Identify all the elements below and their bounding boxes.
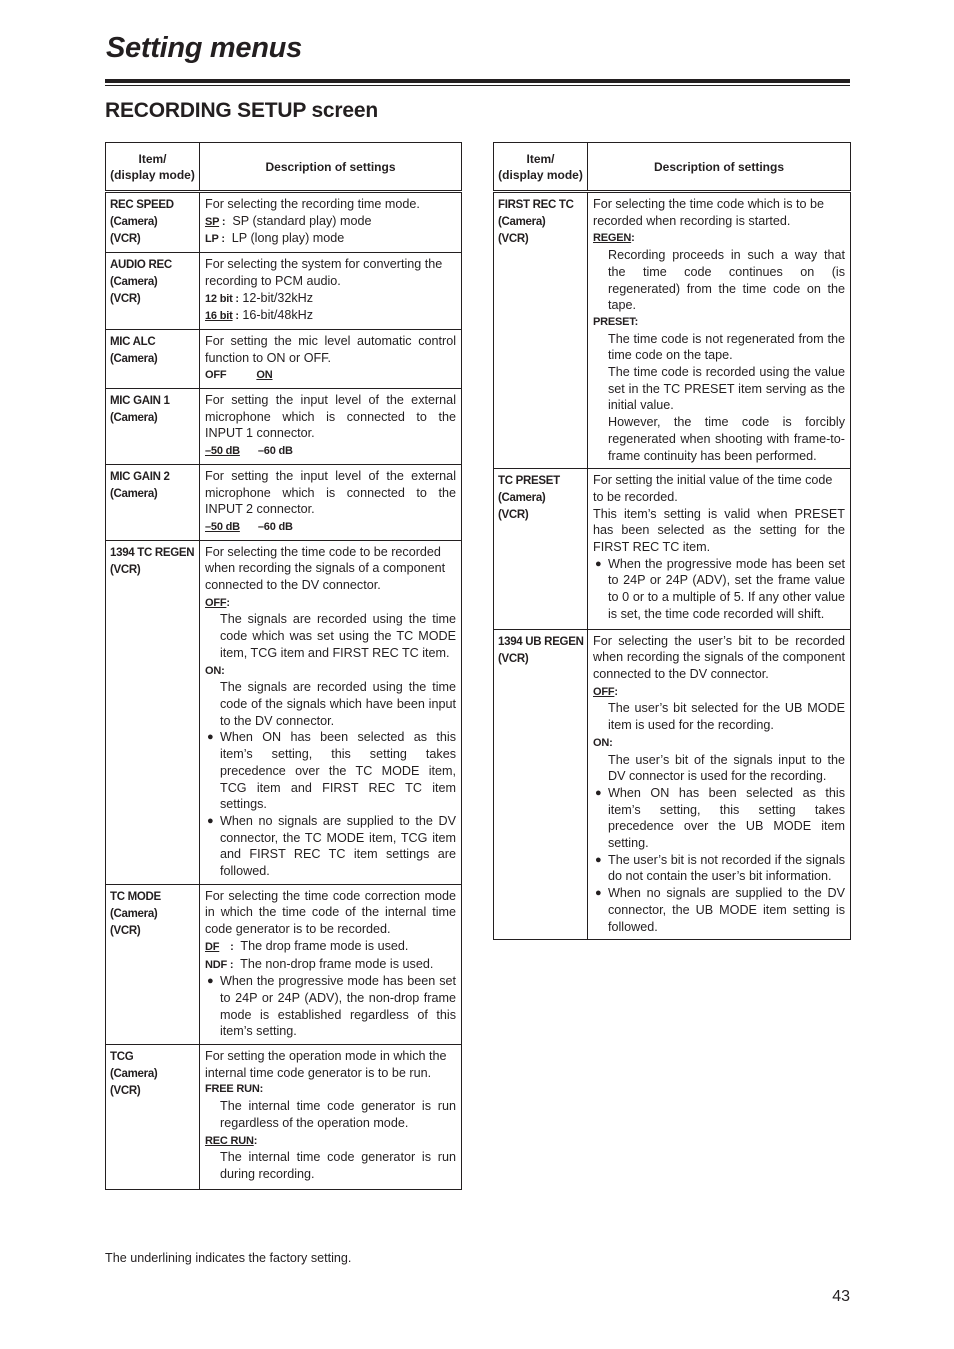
title-rule-thick xyxy=(105,79,850,83)
description-cell xyxy=(200,253,462,330)
item-mode: (Camera) xyxy=(498,216,546,228)
item-name: MIC ALC xyxy=(110,335,156,348)
table-row-mic-gain-2 xyxy=(106,464,462,540)
option-text: The non-drop frame mode is used. xyxy=(240,956,434,971)
option-text: 12-bit/32kHz xyxy=(242,290,314,305)
description-cell xyxy=(200,389,462,465)
description-text: For setting the operation mode in which the internal time code generator is to be run. xyxy=(205,1049,447,1080)
bullet-text: When ON has been selected as this item’s setting, this setting takes precedence over the TC MODE item, TCG item and FIRST REC TC item settings. xyxy=(220,730,456,812)
option-off-default: OFF xyxy=(593,685,615,698)
bullet-item xyxy=(205,729,456,813)
item-cell xyxy=(106,253,200,330)
description-cell xyxy=(200,464,462,540)
table-row-first-rec-tc xyxy=(494,192,851,469)
description-note: This item’s setting is valid when PRESET has been selected as the setting for the FIRST REC TC item. xyxy=(593,506,845,555)
title-rule-thin xyxy=(105,85,850,86)
option-heading: PRESET: xyxy=(593,315,639,328)
option-rec-run-default: REC RUN xyxy=(205,1134,254,1147)
option-text: SP (standard play) mode xyxy=(232,213,372,228)
option-text: The signals are recorded using the time code of the signals which have been input to the DV connector. xyxy=(220,680,456,728)
item-mode: (Camera) xyxy=(110,276,158,289)
bullet-item xyxy=(593,852,845,885)
item-mode: (VCR) xyxy=(110,1085,141,1098)
bullet-text: When no signals are supplied to the DV connector, the UB MODE item setting is followed. xyxy=(608,886,845,934)
item-cell xyxy=(494,192,588,469)
option-separator: : xyxy=(219,215,226,228)
option-line xyxy=(205,442,456,460)
item-name: REC SPEED xyxy=(110,199,174,211)
option-colon: : xyxy=(221,664,225,677)
table-header-row xyxy=(494,143,851,192)
description-text: For selecting the system for converting the recording to PCM audio. xyxy=(205,257,443,288)
item-mode: (Camera) xyxy=(110,1068,158,1081)
option-separator: : xyxy=(232,310,239,323)
table-row-audio-rec xyxy=(106,253,462,330)
item-cell xyxy=(494,629,588,940)
option-line xyxy=(205,956,456,974)
option-text: The internal time code generator is run during recording. xyxy=(220,1150,456,1181)
option-heading xyxy=(205,594,456,612)
item-mode: (VCR) xyxy=(110,924,141,937)
option-text: The drop frame mode is used. xyxy=(240,938,409,953)
option-50db-default: –50 dB xyxy=(205,445,240,458)
header-description: Description of settings xyxy=(200,143,462,192)
option-line xyxy=(205,366,456,384)
item-cell xyxy=(106,540,200,884)
item-mode: (VCR) xyxy=(110,293,141,306)
option-line xyxy=(205,213,456,231)
option-text: The user’s bit selected for the UB MODE item is used for the recording. xyxy=(608,701,845,733)
bullet-item xyxy=(205,813,456,880)
description-cell xyxy=(200,329,462,388)
option-key: LP xyxy=(205,233,219,246)
bullet-text: When the progressive mode has been set to 24P or 24P (ADV), the non-drop frame mode is established regardless of this item’s setting. xyxy=(220,974,456,1039)
header-item: Item/ (display mode) xyxy=(494,143,588,192)
option-separator: : xyxy=(218,233,225,246)
option-line xyxy=(205,938,456,956)
settings-table-left xyxy=(105,142,462,1190)
item-mode: (VCR) xyxy=(498,509,529,522)
option-text: LP (long play) mode xyxy=(231,231,345,246)
description-text: For setting the input level of the external microphone which is connected to the INPUT 2 connector. xyxy=(205,468,456,517)
item-mode: (VCR) xyxy=(498,652,529,665)
option-on: ON xyxy=(205,664,222,677)
option-60db: –60 dB xyxy=(257,445,293,458)
item-mode: (VCR) xyxy=(498,233,529,245)
section-title: RECORDING SETUP screen xyxy=(105,99,378,122)
description-cell xyxy=(588,629,851,940)
table-row-mic-gain-1 xyxy=(106,389,462,465)
item-name: MIC GAIN 2 xyxy=(110,470,170,483)
page-title: Setting menus xyxy=(106,32,302,64)
item-cell xyxy=(106,884,200,1044)
option-key-default: SP xyxy=(205,215,220,228)
header-item: Item/ (display mode) xyxy=(106,143,200,192)
item-mode: (Camera) xyxy=(110,487,158,500)
bullet-icon: ● xyxy=(207,731,214,744)
item-cell xyxy=(106,464,200,540)
description-text: For selecting the time code to be recorded when recording the signals of a component connected to the DV connector. xyxy=(205,544,446,593)
item-mode: (VCR) xyxy=(110,233,141,245)
option-on: ON xyxy=(593,736,610,749)
bullet-item xyxy=(593,556,845,623)
item-mode: (Camera) xyxy=(110,216,158,228)
option-line xyxy=(205,518,456,536)
option-regen-default: REGEN xyxy=(593,232,632,245)
table-row-1394-tc-regen xyxy=(106,540,462,884)
bullet-item xyxy=(593,785,845,852)
item-name: TC MODE xyxy=(110,890,161,903)
description-text: For selecting the time code which is to be recorded when recording is started. xyxy=(593,197,824,228)
description-cell xyxy=(588,469,851,629)
option-colon: : xyxy=(253,1134,258,1147)
option-colon: : xyxy=(609,736,613,749)
item-mode: (Camera) xyxy=(110,907,158,920)
bullet-icon: ● xyxy=(595,853,602,866)
description-text: For selecting the time code correction mode in which the time code of the internal time code generator is to be recorded. xyxy=(205,888,456,937)
item-mode: (Camera) xyxy=(110,352,158,365)
item-name: 1394 UB REGEN xyxy=(498,635,584,648)
option-separator: : xyxy=(232,292,239,305)
item-cell xyxy=(106,329,200,388)
description-text: For selecting the recording time mode. xyxy=(205,197,420,211)
option-heading xyxy=(205,1132,456,1150)
option-text: The signals are recorded using the time code which was set using the TC MODE item, TCG item and FIRST REC TC item. xyxy=(220,612,456,660)
option-colon: : xyxy=(631,232,635,245)
description-cell xyxy=(200,540,462,884)
option-heading xyxy=(593,734,845,752)
bullet-icon: ● xyxy=(207,975,214,988)
option-heading xyxy=(593,683,845,701)
option-line xyxy=(205,230,456,248)
option-separator: : xyxy=(227,958,234,971)
description-cell xyxy=(200,884,462,1044)
item-cell xyxy=(494,469,588,629)
bullet-text: The user’s bit is not recorded if the signals do not contain the user’s bit information. xyxy=(608,852,845,884)
option-text: 16-bit/48kHz xyxy=(242,308,314,323)
bullet-text: When the progressive mode has been set to 24P or 24P (ADV), set the frame value to 0 or to a multiple of 5. If any other value is set, the time code recorded will shift. xyxy=(608,556,845,621)
table-row-tc-preset xyxy=(494,469,851,629)
description-text: For setting the input level of the external microphone which is connected to the INPUT 1 connector. xyxy=(205,393,456,441)
option-colon: : xyxy=(226,596,230,609)
bullet-icon: ● xyxy=(595,887,602,900)
option-60db: –60 dB xyxy=(257,520,293,533)
option-key-default: DF xyxy=(205,940,220,953)
option-50db-default: –50 dB xyxy=(205,520,240,533)
footnote: The underlining indicates the factory setting. xyxy=(105,1251,352,1265)
description-cell xyxy=(200,1045,462,1190)
table-row-mic-alc xyxy=(106,329,462,388)
option-text: Recording proceeds in such a way that the time code continues on (is regenerated) from the time code on the tape. xyxy=(608,248,845,313)
option-colon: : xyxy=(614,685,618,698)
bullet-text: When ON has been selected as this item’s setting, this setting takes precedence over the UB MODE item setting. xyxy=(608,785,845,851)
option-off: OFF xyxy=(205,369,227,382)
description-cell xyxy=(588,192,851,469)
table-header-row xyxy=(106,143,462,192)
table-row-tc-mode xyxy=(106,884,462,1044)
bullet-item xyxy=(593,885,845,935)
item-cell xyxy=(106,192,200,253)
table-row-rec-speed xyxy=(106,192,462,253)
table-row-tcg xyxy=(106,1045,462,1190)
option-text: The internal time code generator is run regardless of the operation mode. xyxy=(220,1099,456,1130)
bullet-item xyxy=(205,973,456,1040)
item-name: TCG xyxy=(110,1051,134,1064)
option-off-default: OFF xyxy=(205,596,227,609)
page-number: 43 xyxy=(832,1288,850,1305)
option-key: NDF xyxy=(205,958,228,971)
option-heading xyxy=(593,229,845,247)
table-row-1394-ub-regen xyxy=(494,629,851,940)
header-description: Description of settings xyxy=(588,143,851,192)
bullet-icon: ● xyxy=(207,814,214,827)
option-text: However, the time code is forcibly regenerated when shooting with frame-to-frame continuity has been performed. xyxy=(608,415,845,463)
option-heading xyxy=(205,662,456,680)
option-key-default: 16 bit xyxy=(205,310,233,323)
bullet-text: When no signals are supplied to the DV connector, the TC MODE item, TCG item and FIRST REC TC item settings are followed. xyxy=(220,813,456,879)
item-mode: (Camera) xyxy=(110,412,158,425)
item-name: TC PRESET xyxy=(498,475,560,488)
description-text: For setting the mic level automatic control function to ON or OFF. xyxy=(205,333,456,365)
settings-table-right xyxy=(493,142,851,940)
option-line xyxy=(205,290,456,308)
item-cell xyxy=(106,1045,200,1190)
option-on-default: ON xyxy=(256,369,273,382)
bullet-icon: ● xyxy=(595,786,602,799)
option-heading: FREE RUN: xyxy=(205,1083,264,1096)
option-text: The user’s bit of the signals input to the DV connector is used for the recording. xyxy=(608,752,845,784)
option-separator: : xyxy=(227,940,234,953)
description-cell xyxy=(200,192,462,253)
item-mode: (Camera) xyxy=(498,492,546,505)
item-mode: (VCR) xyxy=(110,563,141,576)
option-text: The time code is recorded using the value set in the TC PRESET item serving as the initial value. xyxy=(608,365,845,413)
item-name: 1394 TC REGEN xyxy=(110,546,195,559)
option-text: The time code is not regenerated from the time code on the tape. xyxy=(608,331,845,363)
item-cell xyxy=(106,389,200,465)
description-text: For setting the initial value of the time code to be recorded. xyxy=(593,473,833,504)
bullet-icon: ● xyxy=(595,557,602,570)
option-line xyxy=(205,307,456,325)
item-name: FIRST REC TC xyxy=(498,199,574,211)
option-key: 12 bit xyxy=(205,292,233,305)
item-name: AUDIO REC xyxy=(110,259,172,272)
description-text: For selecting the user’s bit to be recorded when recording the signals of the component connected to the DV connector. xyxy=(593,633,845,681)
item-name: MIC GAIN 1 xyxy=(110,395,170,408)
